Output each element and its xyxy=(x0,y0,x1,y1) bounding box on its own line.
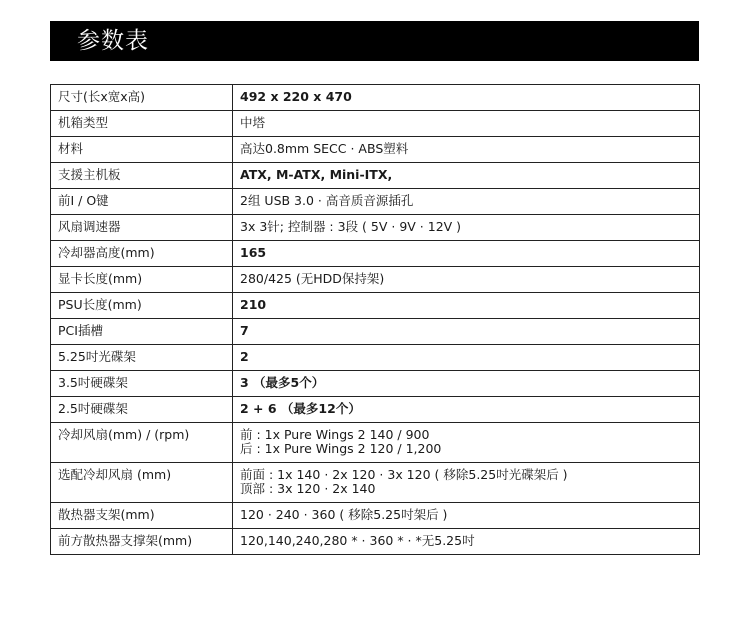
row-label: 冷却风扇(mm) / (rpm) xyxy=(51,423,233,463)
table-row xyxy=(51,397,700,423)
table-row xyxy=(51,137,700,163)
table-row xyxy=(51,267,700,293)
row-label: PCI插槽 xyxy=(51,319,233,345)
row-value-line: 前 : 1x Pure Wings 2 140 / 900 xyxy=(240,427,430,442)
row-value: 2组 USB 3.0 · 高音质音源插孔 xyxy=(233,189,700,215)
row-value: 492 x 220 x 470 xyxy=(233,85,700,111)
row-value: 2 xyxy=(233,345,700,371)
table-row xyxy=(51,163,700,189)
table-row xyxy=(51,189,700,215)
row-label: 材料 xyxy=(51,137,233,163)
row-value: 3x 3针; 控制器 : 3段 ( 5V · 9V · 12V ) xyxy=(233,215,700,241)
spec-table xyxy=(50,84,700,555)
table-row xyxy=(51,319,700,345)
row-label: 冷却器高度(mm) xyxy=(51,241,233,267)
row-label: 5.25吋光碟架 xyxy=(51,345,233,371)
row-value: 3 （最多5个） xyxy=(233,371,700,397)
row-value-line: 后 : 1x Pure Wings 2 120 / 1,200 xyxy=(240,441,442,456)
table-row xyxy=(51,503,700,529)
row-label: 前方散热器支撑架(mm) xyxy=(51,529,233,555)
table-row xyxy=(51,85,700,111)
table-row xyxy=(51,293,700,319)
row-label: 2.5吋硬碟架 xyxy=(51,397,233,423)
page-title: 参数表 xyxy=(77,28,149,54)
row-value-line: 前面 : 1x 140 · 2x 120 · 3x 120 ( 移除5.25吋光碟架后 ) xyxy=(240,467,568,482)
row-label: 选配冷却风扇 (mm) xyxy=(51,463,233,503)
row-value xyxy=(233,423,700,463)
table-row xyxy=(51,371,700,397)
table-row xyxy=(51,529,700,555)
row-label: 支援主机板 xyxy=(51,163,233,189)
row-label: 显卡长度(mm) xyxy=(51,267,233,293)
table-row xyxy=(51,423,700,463)
row-label: 散热器支架(mm) xyxy=(51,503,233,529)
title-bar xyxy=(50,21,699,61)
row-label: 风扇调速器 xyxy=(51,215,233,241)
row-value xyxy=(233,463,700,503)
table-row xyxy=(51,111,700,137)
row-value: 120,140,240,280 * · 360 * · *无5.25吋 xyxy=(233,529,700,555)
row-label: PSU长度(mm) xyxy=(51,293,233,319)
row-value: 165 xyxy=(233,241,700,267)
row-value: 2 + 6 （最多12个） xyxy=(233,397,700,423)
row-label: 3.5吋硬碟架 xyxy=(51,371,233,397)
row-value: 中塔 xyxy=(233,111,700,137)
row-label: 机箱类型 xyxy=(51,111,233,137)
table-row xyxy=(51,463,700,503)
table-row xyxy=(51,345,700,371)
row-value: 120 · 240 · 360 ( 移除5.25吋架后 ) xyxy=(233,503,700,529)
table-row xyxy=(51,241,700,267)
row-value: 210 xyxy=(233,293,700,319)
row-value-line: 顶部 : 3x 120 · 2x 140 xyxy=(240,481,376,496)
row-label: 前I / O键 xyxy=(51,189,233,215)
row-value: 280/425 (无HDD保持架) xyxy=(233,267,700,293)
row-value: ATX, M-ATX, Mini-ITX, xyxy=(233,163,700,189)
row-value: 7 xyxy=(233,319,700,345)
row-value: 高达0.8mm SECC · ABS塑料 xyxy=(233,137,700,163)
row-label: 尺寸(长x宽x高) xyxy=(51,85,233,111)
table-row xyxy=(51,215,700,241)
